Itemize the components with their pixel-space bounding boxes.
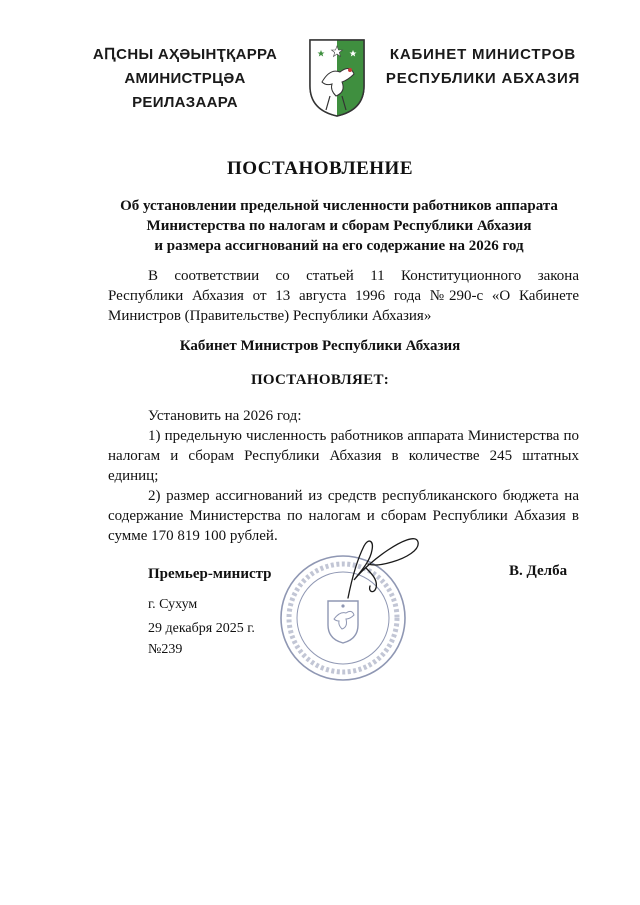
document-number: №239	[148, 642, 183, 657]
resolution-intro: Установить на 2026 год:	[148, 408, 302, 424]
resolution-body	[108, 406, 579, 546]
signatory-position: Премьер-министр	[148, 566, 272, 582]
subject-line-3: и размера ассигнований на его содержание на 2026 год	[154, 238, 524, 254]
document-date: 29 декабря 2025 г.	[148, 621, 255, 636]
document-place: г. Сухум	[148, 597, 198, 612]
signatory-name: В. Делба	[509, 563, 568, 579]
header-abkhaz-line2: АМИНИСТРЦӘА РЕИЛАЗААРА	[124, 70, 246, 111]
preamble-paragraph: В соответствии со статьей 11 Конституционного закона Республики Абхазия от 13 августа 1996 года №290-с «О Кабинете Министров (Правительстве) Республики Абхазия»	[108, 268, 579, 324]
header-abkhaz	[70, 43, 300, 115]
subject-line-1: Об установлении предельной численности работников аппарата	[120, 198, 558, 214]
coat-of-arms-emblem	[308, 38, 366, 118]
resolves-heading: ПОСТАНОВЛЯЕТ:	[250, 372, 390, 388]
header-russian-line1: КАБИНЕТ МИНИСТРОВ	[389, 46, 577, 63]
header-abkhaz-line1: АԤСНЫ АҲӘЫНҬҚАРРА	[92, 46, 278, 63]
resolution-item-2: 2) размер ассигнований из средств республиканского бюджета на содержание Министерства по налогам и сборам Республики Абхазия в сумме 170 819 100 рублей.	[108, 488, 579, 544]
header-russian-line2: РЕСПУБЛИКИ АБХАЗИЯ	[385, 70, 581, 87]
header-russian	[380, 43, 586, 91]
cabinet-heading: Кабинет Министров Республики Абхазия	[179, 338, 461, 354]
resolution-item-1: 1) предельную численность работников аппарата Министерства по налогам и сборам Республики Абхазия в количестве 245 штатных единиц;	[108, 428, 579, 484]
document-title: ПОСТАНОВЛЕНИЕ	[226, 158, 414, 179]
subject-line-2: Министерства по налогам и сборам Республики Абхазия	[146, 218, 532, 234]
handwritten-signature	[328, 528, 424, 606]
document-subject	[100, 196, 578, 256]
